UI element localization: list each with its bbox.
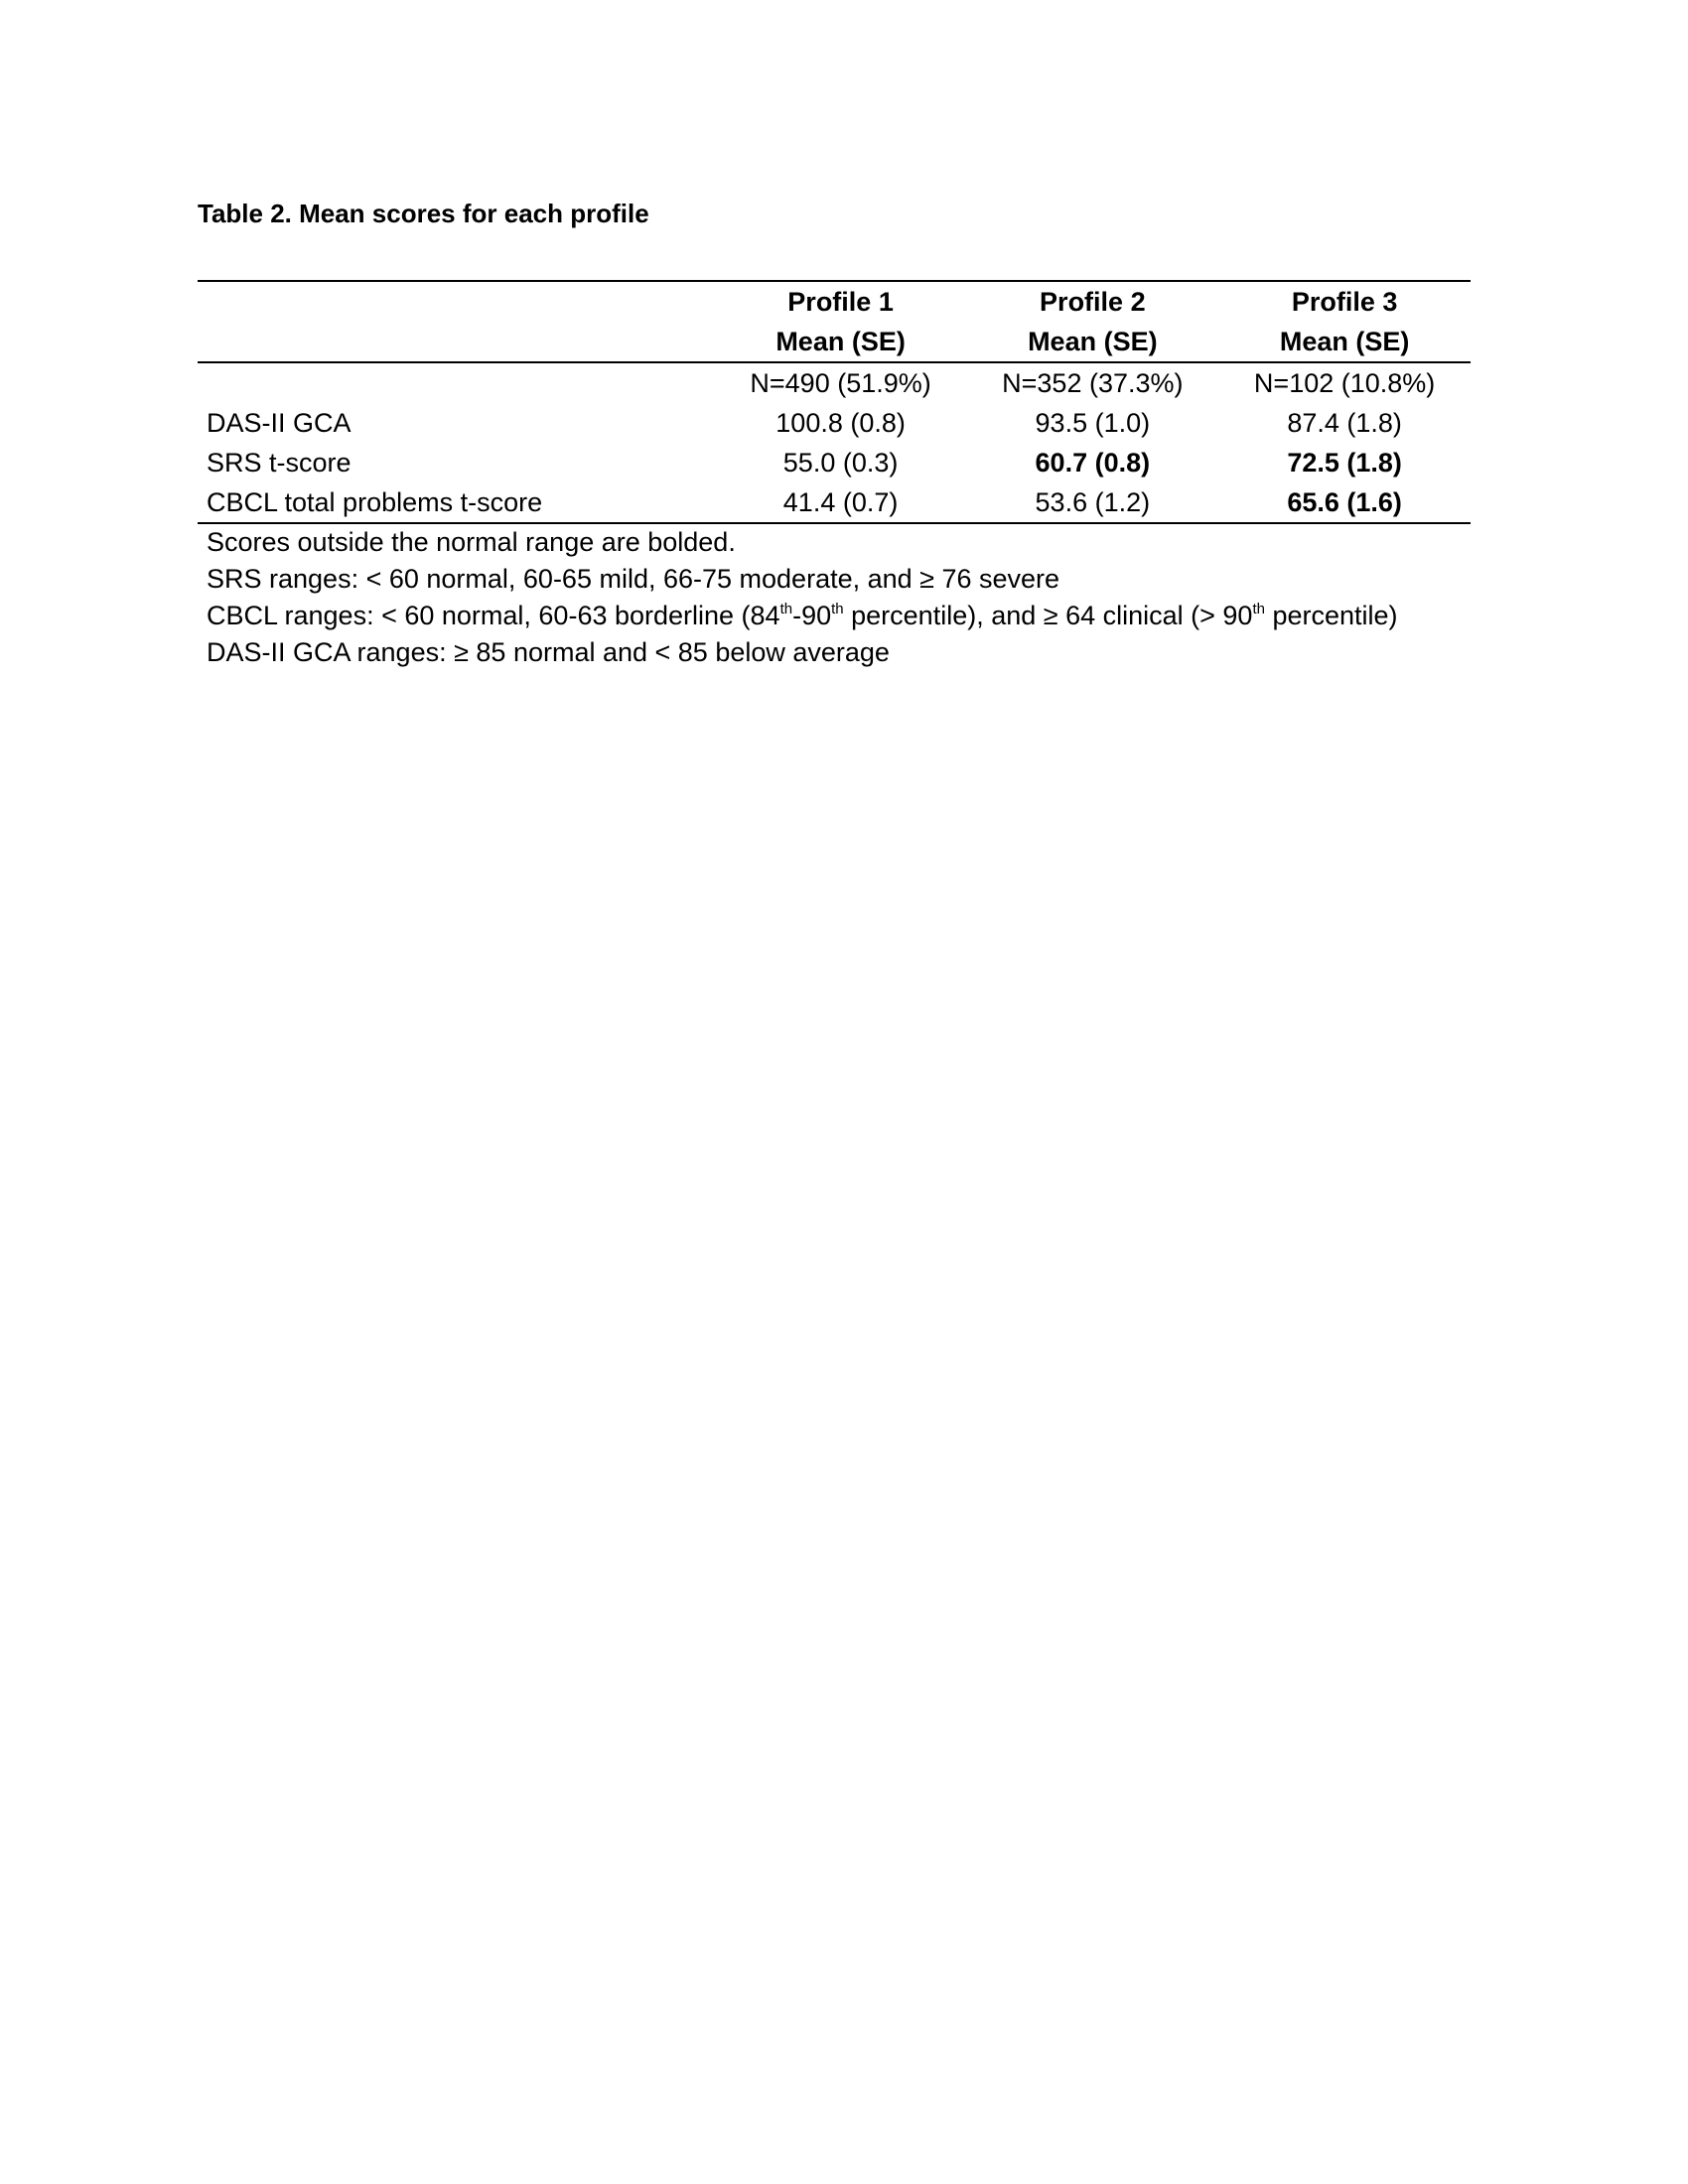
n-cell-2: N=352 (37.3%) xyxy=(1002,368,1184,398)
cbcl-sup-1: th xyxy=(779,601,793,617)
table-row xyxy=(198,403,1471,443)
value-cell: 72.5 (1.8) xyxy=(1287,448,1402,478)
cbcl-text-4: percentile) xyxy=(1264,601,1398,630)
row-label: CBCL total problems t-score xyxy=(198,482,715,523)
row-label: DAS-II GCA xyxy=(207,408,352,438)
note-srs-ranges: SRS ranges: < 60 normal, 60-65 mild, 66-75 moderate, and ≥ 76 severe xyxy=(207,564,1060,594)
cbcl-text-3: percentile), and ≥ 64 clinical (> 90 xyxy=(843,601,1253,630)
mean-scores-table xyxy=(198,280,1471,524)
cbcl-text-2: -90 xyxy=(792,601,832,630)
header-row-profiles xyxy=(198,281,1471,322)
header-row-stat xyxy=(198,322,1471,362)
table-notes xyxy=(207,524,1398,671)
value-cell: 65.6 (1.6) xyxy=(1218,482,1471,523)
header-profile-1: Profile 1 xyxy=(715,281,967,322)
note-cbcl-ranges xyxy=(207,598,1398,634)
n-cell-1: N=490 (51.9%) xyxy=(750,368,931,398)
header-profile-3: Profile 3 xyxy=(1218,281,1471,322)
value-cell: 100.8 (0.8) xyxy=(775,408,906,438)
header-blank-cell xyxy=(198,281,715,322)
row-label: SRS t-score xyxy=(207,448,352,478)
n-cell-3: N=102 (10.8%) xyxy=(1253,368,1436,398)
cbcl-text-1: CBCL ranges: < 60 normal, 60-63 borderline (84 xyxy=(207,601,780,630)
cbcl-sup-2: th xyxy=(831,601,844,617)
row-label-blank xyxy=(198,362,715,403)
value-cell: 53.6 (1.2) xyxy=(966,482,1218,523)
header-blank-cell xyxy=(198,322,715,362)
value-cell: 60.7 (0.8) xyxy=(1035,448,1151,478)
value-cell: 55.0 (0.3) xyxy=(782,448,899,478)
value-cell: 87.4 (1.8) xyxy=(1287,408,1402,438)
value-cell: 41.4 (0.7) xyxy=(715,482,967,523)
header-profile-2: Profile 2 xyxy=(966,281,1218,322)
header-stat-1: Mean (SE) xyxy=(715,322,967,362)
note-das-ranges: DAS-II GCA ranges: ≥ 85 normal and < 85 below average xyxy=(207,637,890,667)
header-stat-2: Mean (SE) xyxy=(966,322,1218,362)
table-title: Table 2. Mean scores for each profile xyxy=(198,199,649,228)
table-row-n xyxy=(198,362,1471,403)
note-bolded: Scores outside the normal range are bolded. xyxy=(207,527,736,557)
table-row xyxy=(198,443,1471,482)
cbcl-sup-3: th xyxy=(1252,601,1265,617)
table-row xyxy=(198,482,1471,523)
value-cell: 93.5 (1.0) xyxy=(1035,408,1151,438)
header-stat-3: Mean (SE) xyxy=(1218,322,1471,362)
